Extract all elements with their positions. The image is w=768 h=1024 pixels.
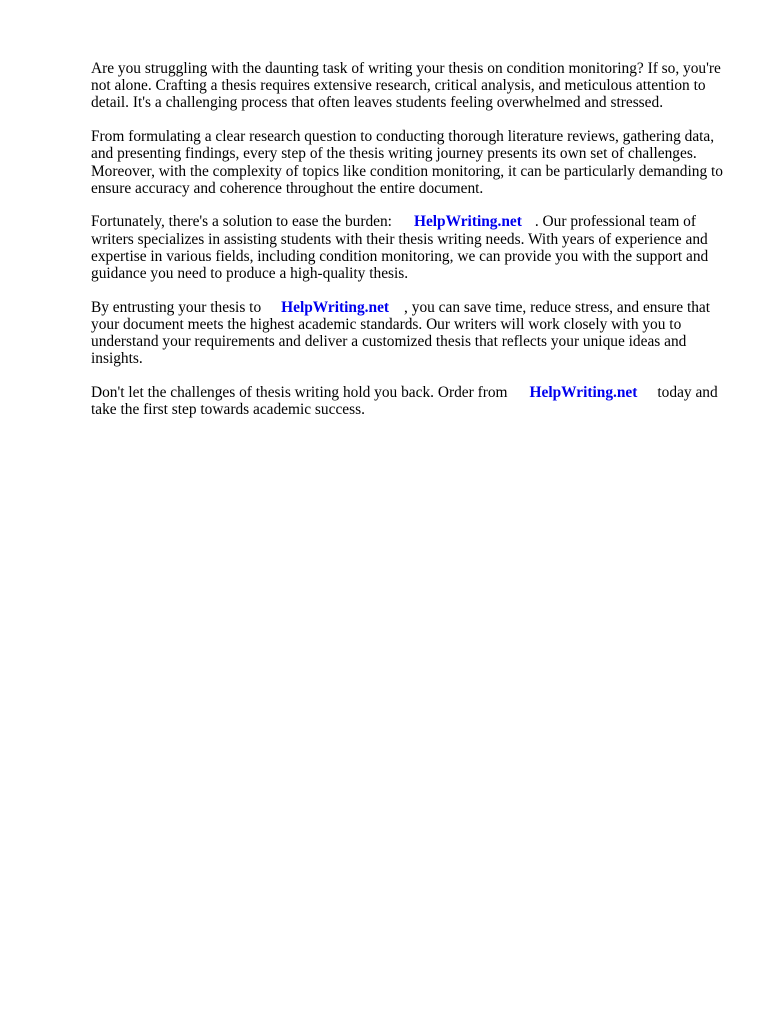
paragraph-solution-rest: . Our professional team of writers specializes in assisting students with their thesis writing needs. With years of experience and expertise in various fields, including condition monitoring, we can provide you with the support and guidance you need to produce a high-quality thesis.	[91, 213, 709, 283]
helpwriting-link[interactable]: HelpWriting.net	[413, 213, 522, 231]
paragraph-entrust-lead: By entrusting your thesis to	[91, 298, 262, 316]
paragraph-intro: Are you struggling with the daunting task of writing your thesis on condition monitoring? If so, you're not alone. Crafting a thesis requires extensive research, critical analysis, and meticulous attention to detail. It's a challenging process that often leaves students feeling overwhelmed and stressed.	[91, 60, 721, 112]
paragraph-entrust	[91, 299, 731, 368]
helpwriting-link[interactable]: HelpWriting.net	[281, 298, 390, 316]
paragraph-order-lead: Don't let the challenges of thesis writing hold you back. Order from	[91, 384, 508, 402]
paragraph-challenges: From formulating a clear research question to conducting thorough literature reviews, gathering data, and presenting findings, every step of the thesis writing journey presents its own set of challenges. Moreover, with the complexity of topics like condition monitoring, it can be particularly demanding to ensure accuracy and coherence throughout the entire document.	[91, 128, 723, 197]
paragraph-solution-lead: Fortunately, there's a solution to ease the burden:	[91, 213, 392, 231]
helpwriting-link[interactable]: HelpWriting.net	[529, 384, 638, 402]
paragraph-order	[91, 384, 731, 418]
document-body	[91, 60, 731, 435]
paragraph-order-rest: today and take the first step towards academic success.	[91, 384, 718, 419]
paragraph-entrust-rest: , you can save time, reduce stress, and ensure that your document meets the highest academic standards. Our writers will work closely with you to understand your requirements and deliver a customized thesis that reflects your unique ideas and insights.	[91, 298, 711, 368]
paragraph-solution	[91, 213, 731, 282]
